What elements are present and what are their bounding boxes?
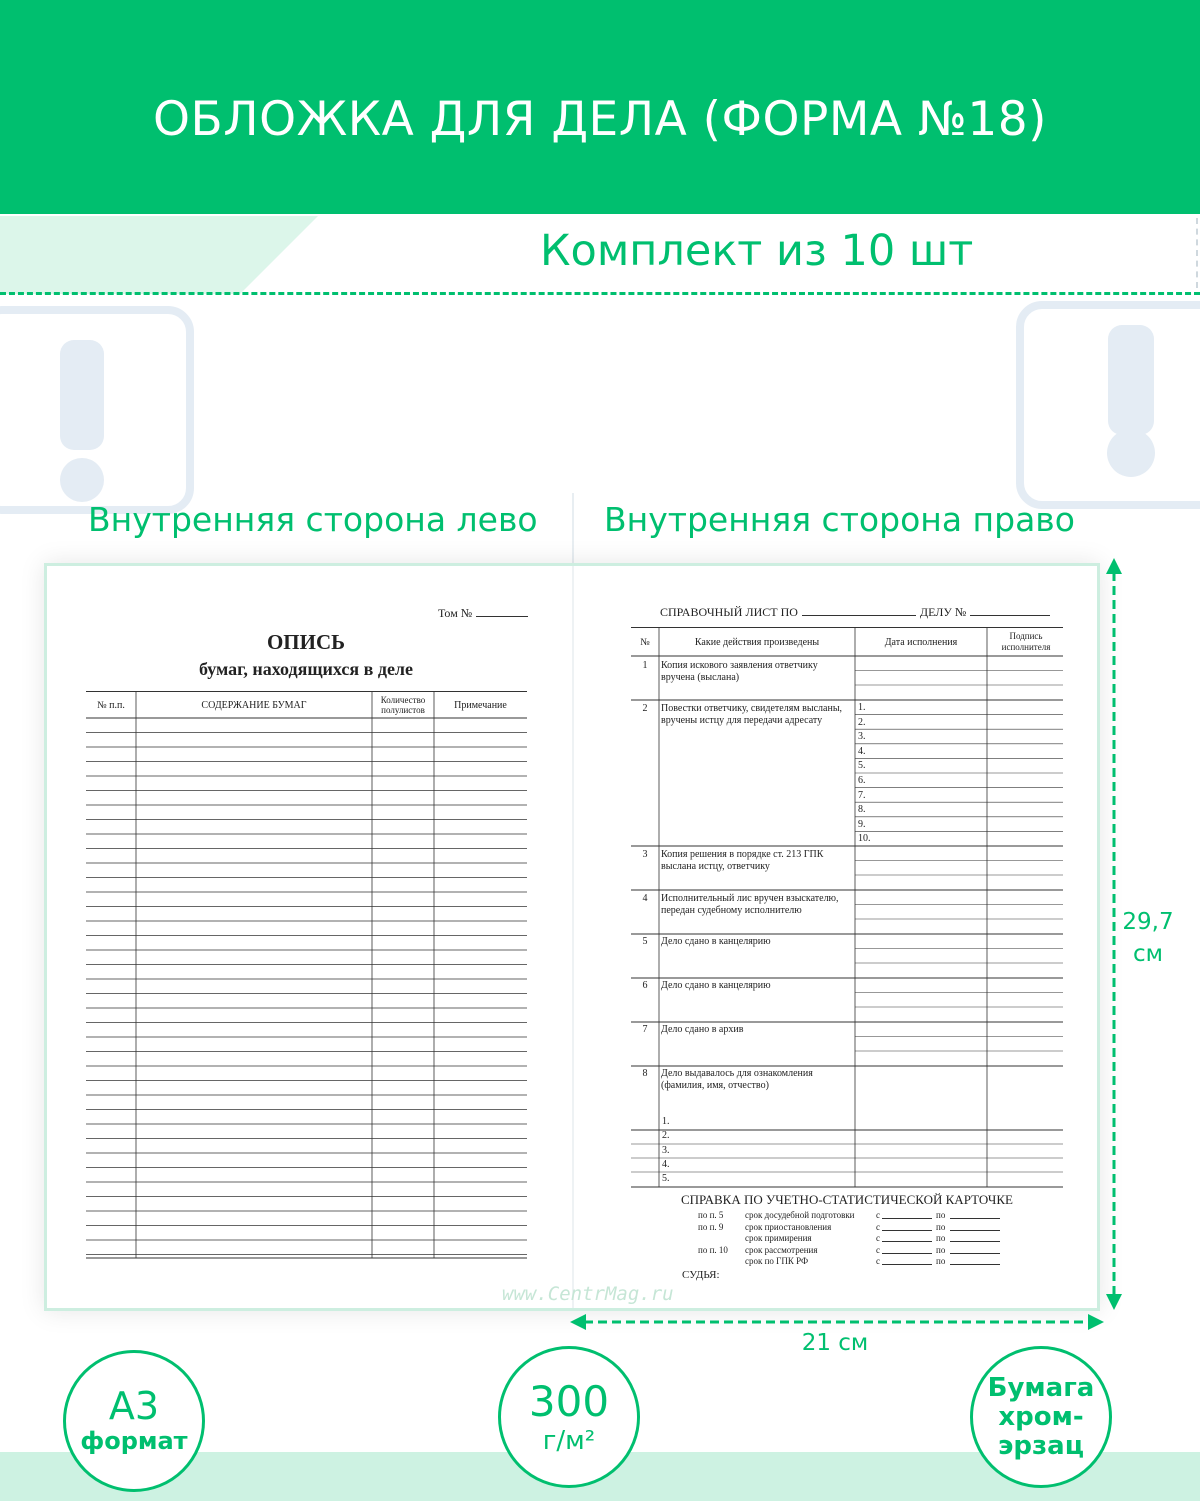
row-number: 5 <box>642 936 648 947</box>
width-dimension: 21 см <box>801 1330 869 1356</box>
spravka-to: по <box>936 1221 946 1232</box>
column-header: Подпись исполнителя <box>1001 631 1051 652</box>
badge-paper: Бумага хром- эрзац <box>970 1346 1112 1488</box>
list-item: 9. <box>858 818 866 830</box>
list-item: 5. <box>662 1173 670 1185</box>
row-text: Повестки ответчику, свидетелям высланы, вручены истцу для передачи адресату <box>661 703 843 726</box>
blank-line <box>882 1218 932 1219</box>
list-item: 3. <box>858 731 866 743</box>
blank-line <box>950 1264 1000 1265</box>
spravka-from: с <box>876 1244 880 1255</box>
list-item: 8. <box>858 804 866 816</box>
tom-label: Том № <box>438 606 528 621</box>
exclamation-icon <box>0 300 200 520</box>
list-item: 1. <box>662 1116 670 1127</box>
column-header: Дата исполнения <box>884 637 958 648</box>
label-right-side: Внутренняя сторона право <box>604 500 1075 539</box>
row-number: 3 <box>642 849 648 860</box>
exclamation-icon <box>1010 295 1200 515</box>
list-item: 2. <box>858 716 866 728</box>
blank-line <box>882 1230 932 1231</box>
opis-subtitle: бумаг, находящихся в деле <box>198 659 414 679</box>
list-item: 6. <box>858 775 866 786</box>
blank-line <box>950 1230 1000 1231</box>
list-item: 10. <box>858 833 871 845</box>
judge-label: СУДЬЯ: <box>682 1269 720 1281</box>
list-item: 3. <box>662 1144 670 1156</box>
watermark: www.CentrMag.ru <box>502 1283 674 1305</box>
column-header: СОДЕРЖАНИЕ БУМАГ <box>201 700 307 711</box>
column-header: № п.п. <box>97 700 125 711</box>
blank-line <box>950 1253 1000 1254</box>
row-number: 6 <box>642 980 648 991</box>
list-item: 4. <box>662 1158 670 1170</box>
row-text: Исполнительный лис вручен взыскателю, передан судебному исполнителю <box>661 893 839 916</box>
row-number: 4 <box>642 893 648 904</box>
divider <box>572 493 574 563</box>
blank-line <box>882 1253 932 1254</box>
spravka-from: с <box>876 1221 880 1232</box>
spravka-row <box>680 1245 1010 1256</box>
spravka-term: срок по ГПК РФ <box>745 1256 809 1266</box>
row-text: Дело выдавалось для ознакомления (фамилия, имя, отчество) <box>661 1068 813 1091</box>
spravka-from: с <box>876 1210 880 1220</box>
opis-title: ОПИСЬ <box>266 630 346 654</box>
spravka-row <box>680 1233 1010 1244</box>
badge-format: А3 формат <box>63 1350 205 1492</box>
row-text: Дело сдано в канцелярию <box>661 936 771 947</box>
column-header: Какие действия произведены <box>694 637 820 648</box>
spravka-to: по <box>936 1233 946 1243</box>
opis-table <box>86 691 527 1259</box>
list-item: 4. <box>858 745 866 757</box>
blank-line <box>950 1241 1000 1242</box>
blank-line <box>882 1241 932 1242</box>
list-item: 5. <box>858 760 866 772</box>
spravka-from: с <box>876 1233 880 1243</box>
row-number: 7 <box>642 1024 648 1035</box>
spravochny-table <box>631 627 1063 1189</box>
list-item: 7. <box>858 789 866 801</box>
spravka-row <box>680 1210 1010 1221</box>
column-header: Примечание <box>454 700 507 711</box>
row-number: 8 <box>642 1068 648 1079</box>
spravka-row <box>680 1256 1010 1267</box>
row-number: 1 <box>642 660 648 671</box>
spravka-term: срок примирения <box>745 1233 812 1243</box>
spravka-term: срок рассмотрения <box>745 1244 818 1255</box>
height-dimension: 29,7 см <box>1122 909 1174 967</box>
column-header: Количество полулистов <box>380 695 426 715</box>
subtitle: Комплект из 10 шт <box>540 226 974 276</box>
row-text: Дело сдано в канцелярию <box>661 980 771 991</box>
spravka-to: по <box>936 1256 946 1266</box>
blank-line <box>950 1218 1000 1219</box>
spravka-from: с <box>876 1256 880 1266</box>
row-text: Копия искового заявления ответчику вручена (выслана) <box>661 660 818 683</box>
badge-density: 300 г/м² <box>498 1346 640 1488</box>
sheet-fold <box>572 566 574 1308</box>
spravka-term: срок досудебной подготовки <box>745 1210 855 1220</box>
row-text: Копия решения в порядке ст. 213 ГПК выслана истцу, ответчику <box>661 849 824 872</box>
column-header: № <box>640 637 650 648</box>
blank-line <box>882 1264 932 1265</box>
row-text: Дело сдано в архив <box>661 1024 744 1035</box>
spravka-to: по <box>936 1244 946 1255</box>
spravka-row <box>680 1222 1010 1233</box>
label-left-side: Внутренняя сторона лево <box>88 500 538 539</box>
spravka-point: по п. 10 <box>698 1244 728 1255</box>
list-item: 1. <box>858 702 866 713</box>
spravochny-header: СПРАВОЧНЫЙ ЛИСТ ПО ДЕЛУ № <box>660 605 1050 620</box>
decor-dash-vertical <box>1196 218 1198 288</box>
spravka-term: срок приостановления <box>745 1221 832 1232</box>
spravka-title: СПРАВКА ПО УЧЕТНО-СТАТИСТИЧЕСКОЙ КАРТОЧКЕ <box>681 1192 1013 1207</box>
page-title: ОБЛОЖКА ДЛЯ ДЕЛА (ФОРМА №18) <box>153 92 1047 147</box>
list-item: 2. <box>662 1130 670 1142</box>
spravka-point: по п. 5 <box>698 1210 724 1220</box>
spravka-to: по <box>936 1210 946 1220</box>
spravka-point: по п. 9 <box>698 1221 724 1232</box>
row-number: 2 <box>642 703 648 714</box>
